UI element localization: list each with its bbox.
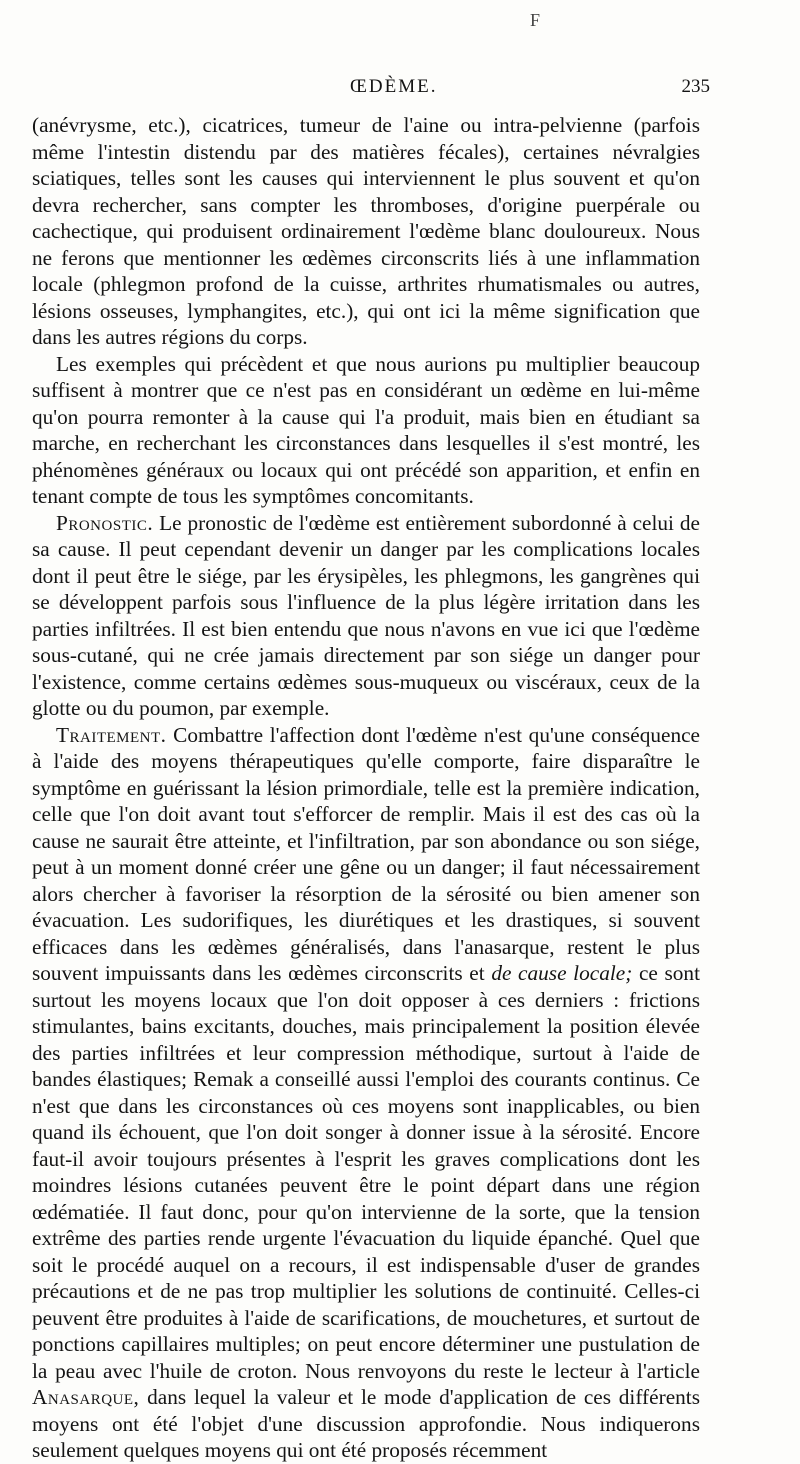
paragraph-treatment xyxy=(32,722,700,1464)
treatment-text-part-1: Combattre l'affection dont l'œdème n'est qu'une conséquence à l'aide des moyens thérapeutiques qu'elle comporte, faire disparaître le symptôme en guérissant la lésion primordiale, telle est la première indication, celle que l'on doit avant tout s'efforcer de remplir. Mais il est des cas où la cause ne saurait être atteinte, et l'infiltration, par son abondance ou son siége, peut à un moment donné créer une gêne ou un danger; il faut nécessairement alors chercher à favoriser la résorption de la sérosité ou bien amener son évacuation. Les sudorifiques, les diurétiques et les drastiques, si souvent efficaces dans les œdèmes généralisés, dans l'anasarque, restent le plus souvent impuissants dans les œdèmes circonscrits et xyxy=(32,722,701,985)
page-body xyxy=(32,112,700,1464)
treatment-text-part-2: ce sont surtout les moyens locaux que l'on doit opposer à ces derniers : frictions stimulantes, bains excitants, douches, mais principalement la position élevée des parties infiltrées et leur compression méthodique, surtout à l'aide de bandes élastiques; Remak a conseillé aussi l'emploi des courants continus. Ce n'est que dans les circonstances où ces moyens sont inapplicables, ou bien quand ils échouent, que l'on doit songer à donner issue à la sérosité. Encore faut-il avoir toujours présentes à l'esprit les graves complications dont les moindres lésions cutanées peuvent être le point départ dans une région œdématiée. Il faut donc, pour qu'on intervienne de la sorte, que la tension extrême des parties rende urgente l'évacuation du liquide épanché. Quel que soit le procédé auquel on a recours, il est indispensable d'user de grandes précautions et de ne pas trop multiplier les solutions de continuité. Celles-ci peuvent être produites à l'aide de scarifications, de mouchetures, et surtout de ponctions capillaires multiples; on peut encore déterminer une pustulation de la peau avec l'huile de croton. Nous renvoyons du reste le lecteur à l'article xyxy=(32,961,700,1383)
treatment-text-part-3: dans lequel la valeur et le mode d'application de ces différents moyens ont été l'objet d'une discussion approfondie. Nous indiquerons seulement quelques moyens qui ont été proposés récemment xyxy=(32,1385,700,1462)
paragraph-prognosis xyxy=(32,510,700,722)
corner-mark: F xyxy=(530,10,541,30)
paragraph-diagnosis: Les exemples qui précèdent et que nous aurions pu multiplier beaucoup suffisent à montrer que ce n'est pas en considérant un œdème en lui-même qu'on pourra remonter à la cause qui l'a produit, mais bien en étudiant sa marche, en recherchant les circonstances dans lesquelles il s'est montré, les phénomènes généraux ou locaux qui ont précédé son apparition, et enfin en tenant compte de tous les symptômes concomitants. xyxy=(32,351,700,508)
cross-reference-anasarque: Anasarque, xyxy=(32,1385,140,1409)
page-number: 235 xyxy=(681,76,710,97)
section-heading-traitement: Traitement. xyxy=(56,722,167,747)
prognosis-text: Le pronostic de l'œdème est entièrement subordonné à celui de sa cause. Il peut cependant devenir un danger par les complications locales dont il peut être le siége, par les érysipèles, les phlegmons, les gangrènes qui se développent parfois sous l'influence de la plus légère irritation dans les parties infiltrées. Il est bien entendu que nous n'avons en vue ici que l'œdème sous-cutané, qui ne crée jamais directement par son siége un danger pour l'existence, comme certains œdèmes sous-muqueux ou viscéraux, ceux de la glotte ou du poumon, par exemple. xyxy=(32,510,701,720)
section-heading-pronostic: Pronostic. xyxy=(56,510,154,535)
page-header xyxy=(30,76,710,104)
running-title: ŒDÈME. xyxy=(350,76,438,97)
treatment-italic-phrase: de cause locale; xyxy=(491,961,633,985)
paragraph-causes: (anévrysme, etc.), cicatrices, tumeur de l'aine ou intra-pelvienne (parfois même l'intestin distendu par des matières fécales), certaines névralgies sciatiques, telles sont les causes qui interviennent le plus souvent et qu'on devra rechercher, sans compter les thromboses, d'origine puerpérale ou cachectique, qui produisent ordinairement l'œdème blanc douloureux. Nous ne ferons que mentionner les œdèmes circonscrits liés à une inflammation locale (phlegmon profond de la cuisse, arthrites rhumatismales ou autres, lésions osseuses, lymphangites, etc.), qui ont ici la même signification que dans les autres régions du corps. xyxy=(32,113,700,349)
